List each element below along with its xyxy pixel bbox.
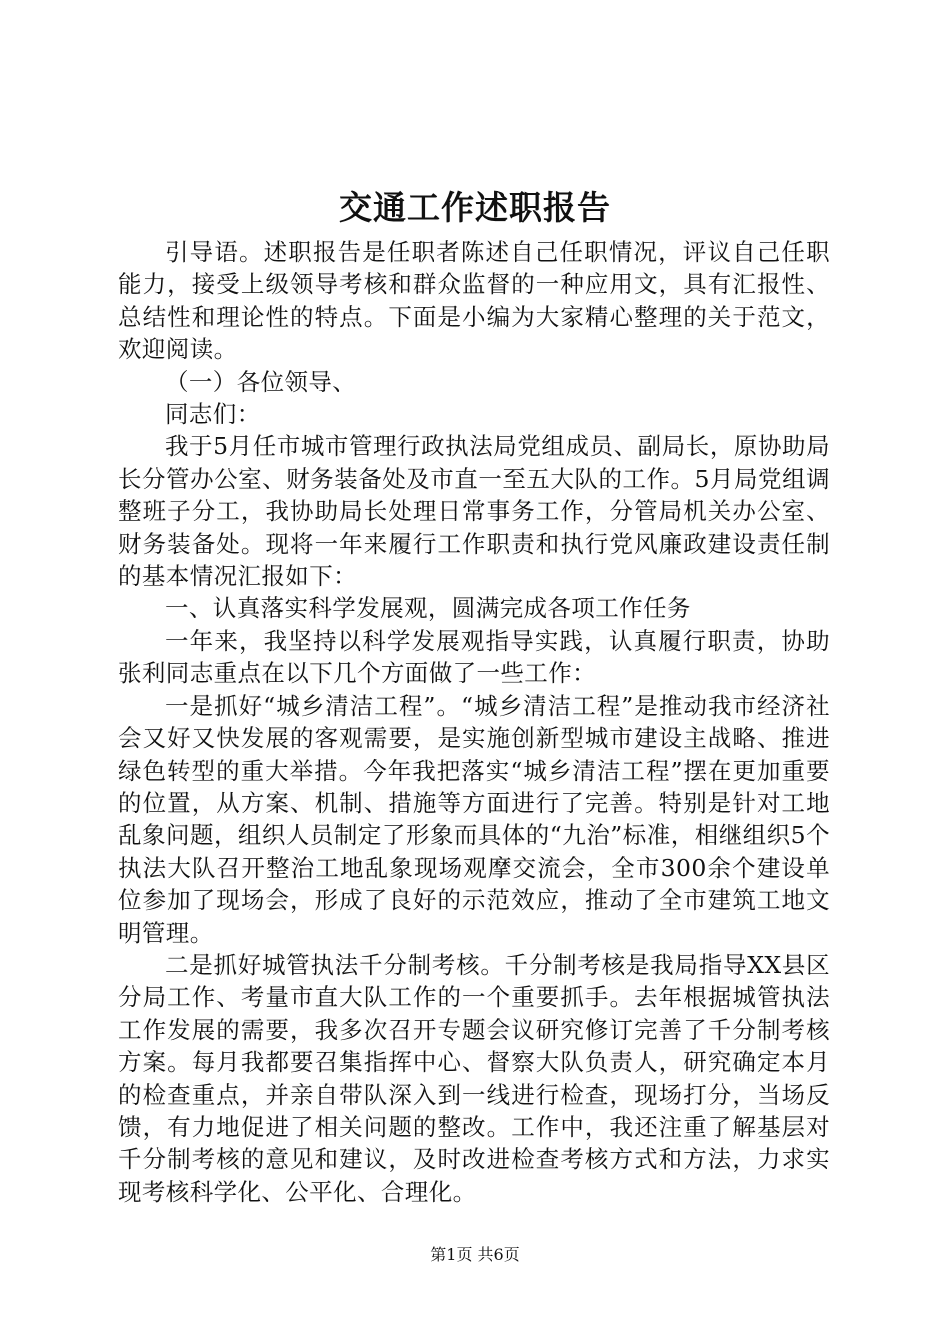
document-title: 交通工作述职报告 [339, 188, 611, 227]
paragraph-clean-project: 一是抓好“城乡清洁工程”。“城乡清洁工程”是推动我市经济社会又好又快发展的客观需要，是实施创新型城市建设主战略、推进绿色转型的重大举措。今年我把落实“城乡清洁工程”摆在更加重要的位置，从方案、机制、措施等方面进行了完善。特别是针对工地乱象问题，组织人员制定了形象而具体的“九治”标准，相继组织5个执法大队召开整治工地乱象现场观摩交流会，全市300余个建设单位参加了现场会，形成了良好的示范效应，推动了全市建筑工地文明管理。 [118, 691, 830, 947]
paragraph-salutation-comrades: 同志们： [165, 400, 261, 429]
paragraph-assessment: 二是抓好城管执法千分制考核。千分制考核是我局指导XX县区分局工作、考量市直大队工作的一个重要抓手。去年根据城管执法工作发展的需要，我多次召开专题会议研究修订完善了千分制考核方案。每月我都要召集指挥中心、督察大队负责人，研究确定本月的检查重点，并亲自带队深入到一线进行检查，现场打分，当场反馈，有力地促进了相关问题的整改。工作中，我还注重了解基层对千分制考核的意见和建议，及时改进检查考核方式和方法，力求实现考核科学化、公平化、合理化。 [118, 950, 830, 1206]
paragraph-background: 我于5月任市城市管理行政执法局党组成员、副局长，原协助局长分管办公室、财务装备处及市直一至五大队的工作。5月局党组调整班子分工，我协助局长处理日常事务工作，分管局机关办公室、财务装备处。现将一年来履行工作职责和执行党风廉政建设责任制的基本情况汇报如下： [118, 432, 830, 591]
page-footer: 第1页 共6页 [430, 1245, 520, 1264]
paragraph-intro: 引导语。述职报告是任职者陈述自己任职情况，评议自己任职能力，接受上级领导考核和群众监督的一种应用文，具有汇报性、总结性和理论性的特点。下面是小编为大家精心整理的关于范文，欢迎阅读。 [118, 238, 830, 364]
paragraph-salutation-leaders: （一）各位领导、 [165, 367, 357, 396]
section-heading-1: 一、认真落实科学发展观，圆满完成各项工作任务 [165, 594, 691, 623]
paragraph-overview: 一年来，我坚持以科学发展观指导实践，认真履行职责，协助张利同志重点在以下几个方面做了一些工作： [118, 626, 830, 688]
document-body [118, 236, 830, 1208]
